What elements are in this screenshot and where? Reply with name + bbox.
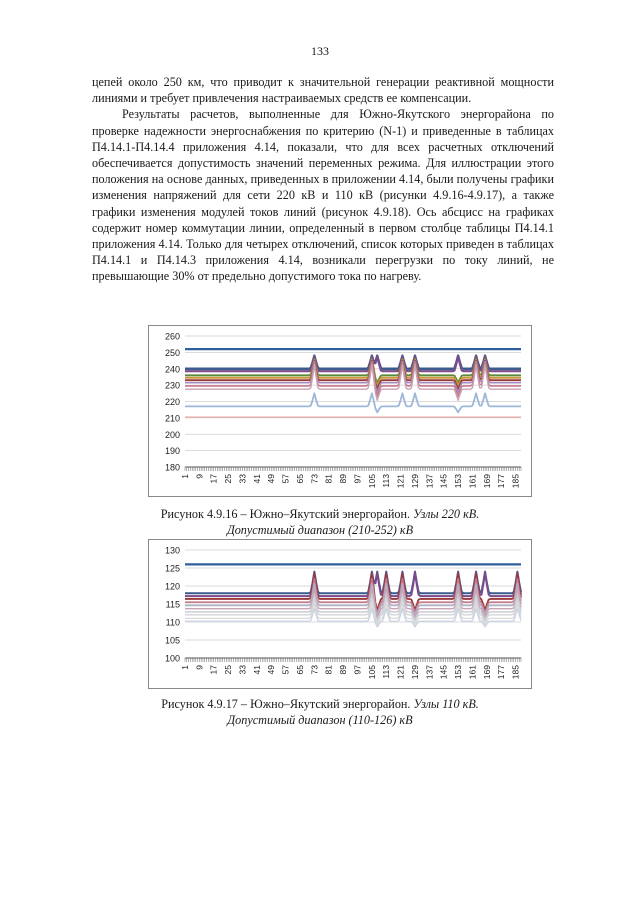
y-tick-label: 125 bbox=[164, 563, 180, 574]
x-tick-label: 41 bbox=[251, 474, 262, 484]
x-tick-label: 73 bbox=[309, 665, 320, 675]
y-tick-label: 100 bbox=[164, 653, 180, 664]
y-tick-label: 220 bbox=[164, 397, 180, 407]
chart-110kv bbox=[148, 539, 532, 689]
x-tick-label: 25 bbox=[223, 665, 234, 675]
chart-110kv-svg bbox=[149, 540, 531, 688]
x-tick-label: 1 bbox=[180, 474, 190, 479]
y-tick-label: 240 bbox=[164, 364, 180, 375]
caption-range: Допустимый диапазон (210-252) кВ bbox=[226, 523, 414, 537]
x-tick-label: 41 bbox=[251, 665, 262, 675]
x-tick-label: 185 bbox=[510, 474, 521, 489]
x-tick-label: 129 bbox=[409, 665, 420, 680]
x-tick-label: 17 bbox=[208, 474, 219, 484]
x-tick-label: 33 bbox=[237, 665, 248, 675]
y-tick-label: 105 bbox=[164, 635, 180, 646]
x-tick-label: 73 bbox=[309, 474, 320, 484]
series-line bbox=[185, 572, 521, 594]
x-tick-label: 17 bbox=[208, 665, 219, 675]
x-tick-label: 1 bbox=[180, 665, 190, 670]
caption-nodes: Узлы 110 кВ. bbox=[413, 697, 479, 711]
y-tick-label: 190 bbox=[164, 446, 180, 457]
series-line bbox=[185, 393, 521, 412]
x-tick-label: 49 bbox=[266, 665, 277, 675]
y-tick-label: 260 bbox=[164, 331, 180, 342]
figure-caption-4-9-17 bbox=[0, 696, 640, 728]
x-tick-label: 97 bbox=[352, 665, 363, 675]
y-tick-label: 180 bbox=[164, 462, 180, 473]
y-tick-label: 230 bbox=[164, 380, 180, 391]
caption-prefix: Рисунок 4.9.16 – Южно–Якутский энергорайон. bbox=[160, 507, 411, 521]
series-line bbox=[185, 356, 521, 369]
x-tick-label: 81 bbox=[323, 474, 334, 484]
x-tick-label: 81 bbox=[323, 665, 334, 675]
x-tick-label: 161 bbox=[467, 474, 478, 489]
y-tick-label: 115 bbox=[165, 599, 180, 610]
x-tick-label: 33 bbox=[237, 474, 248, 484]
x-tick-label: 185 bbox=[510, 665, 521, 680]
x-tick-label: 25 bbox=[223, 474, 234, 484]
x-tick-label: 49 bbox=[266, 474, 277, 484]
x-tick-label: 177 bbox=[496, 665, 507, 680]
y-tick-label: 120 bbox=[164, 581, 180, 592]
x-tick-label: 169 bbox=[481, 474, 492, 489]
page-number: 133 bbox=[311, 44, 329, 58]
body-text bbox=[92, 74, 554, 285]
x-tick-label: 121 bbox=[395, 665, 406, 680]
x-tick-label: 177 bbox=[496, 474, 507, 489]
x-tick-label: 113 bbox=[381, 665, 392, 679]
x-tick-label: 137 bbox=[424, 665, 435, 680]
caption-range: Допустимый диапазон (110-126) кВ bbox=[227, 713, 413, 727]
y-tick-label: 210 bbox=[164, 413, 180, 424]
y-tick-label: 130 bbox=[164, 545, 180, 556]
x-tick-label: 113 bbox=[381, 474, 392, 488]
x-tick-label: 105 bbox=[366, 474, 377, 489]
x-tick-label: 97 bbox=[352, 474, 363, 484]
caption-nodes: Узлы 220 кВ. bbox=[413, 507, 480, 521]
y-tick-label: 200 bbox=[164, 429, 180, 440]
chart-220kv bbox=[148, 325, 532, 497]
x-tick-label: 129 bbox=[409, 474, 420, 489]
x-tick-label: 105 bbox=[366, 665, 377, 680]
x-tick-label: 65 bbox=[294, 474, 305, 484]
x-tick-label: 145 bbox=[438, 474, 449, 489]
paragraph-continued: цепей около 250 км, что приводит к значительной генерации реактивной мощности линиями и требует привлечения настраиваемых средств ее компенсации. bbox=[92, 75, 554, 106]
caption-prefix: Рисунок 4.9.17 – Южно–Якутский энергорайон. bbox=[161, 697, 411, 711]
x-tick-label: 153 bbox=[453, 665, 464, 680]
x-tick-label: 89 bbox=[338, 665, 349, 675]
x-tick-label: 137 bbox=[424, 474, 435, 489]
x-tick-label: 65 bbox=[294, 665, 305, 675]
x-tick-label: 89 bbox=[338, 474, 349, 484]
chart-220kv-svg bbox=[149, 326, 531, 496]
series-line bbox=[185, 594, 521, 620]
x-tick-label: 121 bbox=[395, 474, 406, 489]
x-tick-label: 9 bbox=[194, 665, 205, 670]
x-tick-label: 145 bbox=[438, 665, 449, 680]
y-tick-label: 250 bbox=[164, 347, 180, 358]
x-tick-label: 57 bbox=[280, 474, 291, 484]
figure-caption-4-9-16 bbox=[0, 506, 640, 538]
paragraph-results: Результаты расчетов, выполненные для Южно-Якутского энергорайона по проверке надежности энергоснабжения по критерию (N-1) и приведенные в таблицах П4.14.1-П4.14.4 приложения 4.14, показали, что для всех расчетных отключений обеспечивается допустимость значений переменных режима. Для иллюстрации этого положения на основе данных, приведенных в приложении 4.14, были получены графики изменения напряжений для сети 220 кВ и 110 кВ (рисунки 4.9.16-4.9.17), а также графики изменения модулей токов линий (рисунок 4.9.18). Ось абсцисс на графиках содержит номер коммутации линии, определенный в первом столбце таблицы П4.14.1 приложения 4.14. Только для четырех отключений, список которых приведен в таблицах П4.14.1 и П4.14.3 приложения 4.14, возникали перегрузки по току линий, не превышающие 30% от предельно допустимого тока по нагреву. bbox=[92, 107, 554, 284]
x-tick-label: 57 bbox=[280, 665, 291, 675]
x-tick-label: 9 bbox=[194, 474, 205, 479]
y-tick-label: 110 bbox=[165, 617, 180, 628]
x-tick-label: 153 bbox=[453, 474, 464, 489]
x-tick-label: 169 bbox=[481, 665, 492, 680]
x-tick-label: 161 bbox=[467, 665, 478, 680]
